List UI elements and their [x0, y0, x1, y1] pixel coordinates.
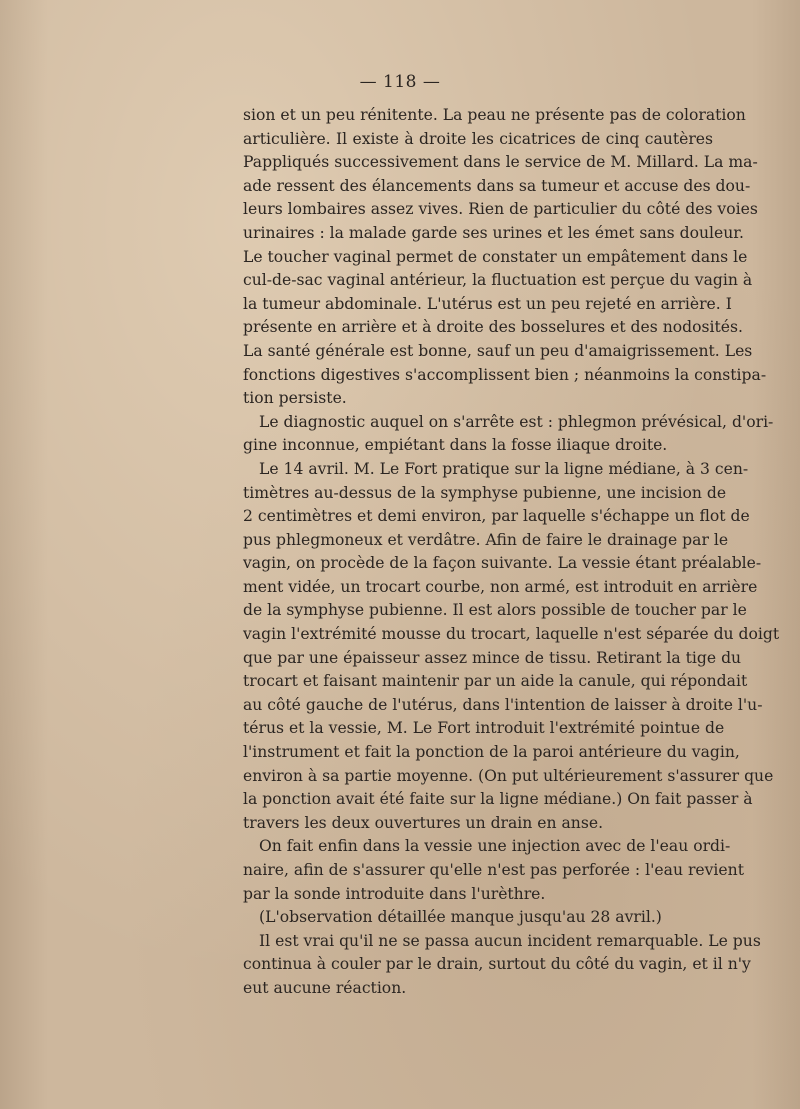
text-line: 2 centimètres et demi environ, par laquelle s'échappe un flot de: [243, 507, 750, 526]
text-line: sion et un peu rénitente. La peau ne présente pas de coloration: [243, 106, 746, 124]
text-line: présente en arrière et à droite des bosselures et des nodosités.: [243, 318, 743, 337]
text-line: térus et la vessie, M. Le Fort introduit l'extrémité pointue de: [243, 719, 725, 738]
text-line: urinaires : la malade garde ses urines et les émet sans douleur.: [243, 223, 745, 242]
text-line: que par une épaisseur assez mince de tissu. Retirant la tige du: [243, 648, 742, 667]
text-line: leurs lombaires assez vives. Rien de particulier du côté des voies: [243, 200, 758, 219]
text-line: par la sonde introduite dans l'urèthre.: [243, 884, 546, 903]
text-line: articulière. Il existe à droite les cicatrices de cinq cautères: [243, 129, 713, 148]
text-line: eut aucune réaction.: [243, 978, 407, 997]
text-line: ment vidée, un trocart courbe, non armé, est introduit en arrière: [243, 577, 758, 596]
text-line: vagin, on procède de la façon suivante. La vessie étant préalable-: [243, 554, 762, 573]
text-line: cul-de-sac vaginal antérieur, la fluctuation est perçue du vagin à: [243, 271, 753, 290]
text-line: timètres au-dessus de la symphyse pubienne, une incision de: [243, 483, 727, 502]
text-line: naire, afin de s'assurer qu'elle n'est pas perforée : l'eau revient: [243, 861, 744, 879]
text-line: la tumeur abdominale. L'utérus est un peu rejeté en arrière. I: [243, 294, 732, 313]
text-line: Le 14 avril. M. Le Fort pratique sur la ligne médiane, à 3 cen-: [259, 459, 749, 478]
text-line: On fait enfin dans la vessie une injection avec de l'eau ordi-: [259, 837, 731, 856]
text-line: la ponction avait été faite sur la ligne médiane.) On fait passer à: [243, 790, 753, 809]
text-line: tion persiste.: [243, 389, 347, 408]
text-line: La santé générale est bonne, sauf un peu d'amaigrissement. Les: [243, 341, 753, 360]
text-line: Pappliqués successivement dans le service de M. Millard. La ma-: [243, 153, 758, 172]
text-line: environ à sa partie moyenne. (On put ultérieurement s'assurer que: [243, 766, 774, 785]
text-line: Le toucher vaginal permet de constater un empâtement dans le: [243, 247, 748, 266]
text-line: l'instrument et fait la ponction de la paroi antérieure du vagin,: [243, 743, 740, 762]
text-line: vagin l'extrémité mousse du trocart, laquelle n'est séparée du doigt: [243, 625, 780, 644]
text-line: travers les deux ouvertures un drain en anse.: [243, 813, 604, 832]
text-line: trocart et faisant maintenir par un aide la canule, qui répondait: [243, 672, 748, 691]
text-line: gine inconnue, empiétant dans la fosse iliaque droite.: [243, 436, 668, 455]
text-line: au côté gauche de l'utérus, dans l'intention de laisser à droite l'u-: [243, 695, 763, 714]
text-line: pus phlegmoneux et verdâtre. Afin de faire le drainage par le: [243, 530, 729, 549]
body-text: [243, 104, 780, 1001]
page-number: — 118 —: [359, 72, 441, 92]
text-line: Il est vrai qu'il ne se passa aucun incident remarquable. Le pus: [259, 931, 761, 950]
text-line: Le diagnostic auquel on s'arrête est : phlegmon prévésical, d'ori-: [259, 412, 774, 431]
text-line: continua à couler par le drain, surtout du côté du vagin, et il n'y: [243, 955, 751, 974]
text-line: (L'observation détaillée manque jusqu'au 28 avril.): [259, 908, 662, 927]
text-line: de la symphyse pubienne. Il est alors possible de toucher par le: [243, 601, 747, 620]
text-line: fonctions digestives s'accomplissent bien ; néanmoins la constipa-: [243, 365, 767, 384]
text-line: ade ressent des élancements dans sa tumeur et accuse des dou-: [243, 176, 751, 195]
